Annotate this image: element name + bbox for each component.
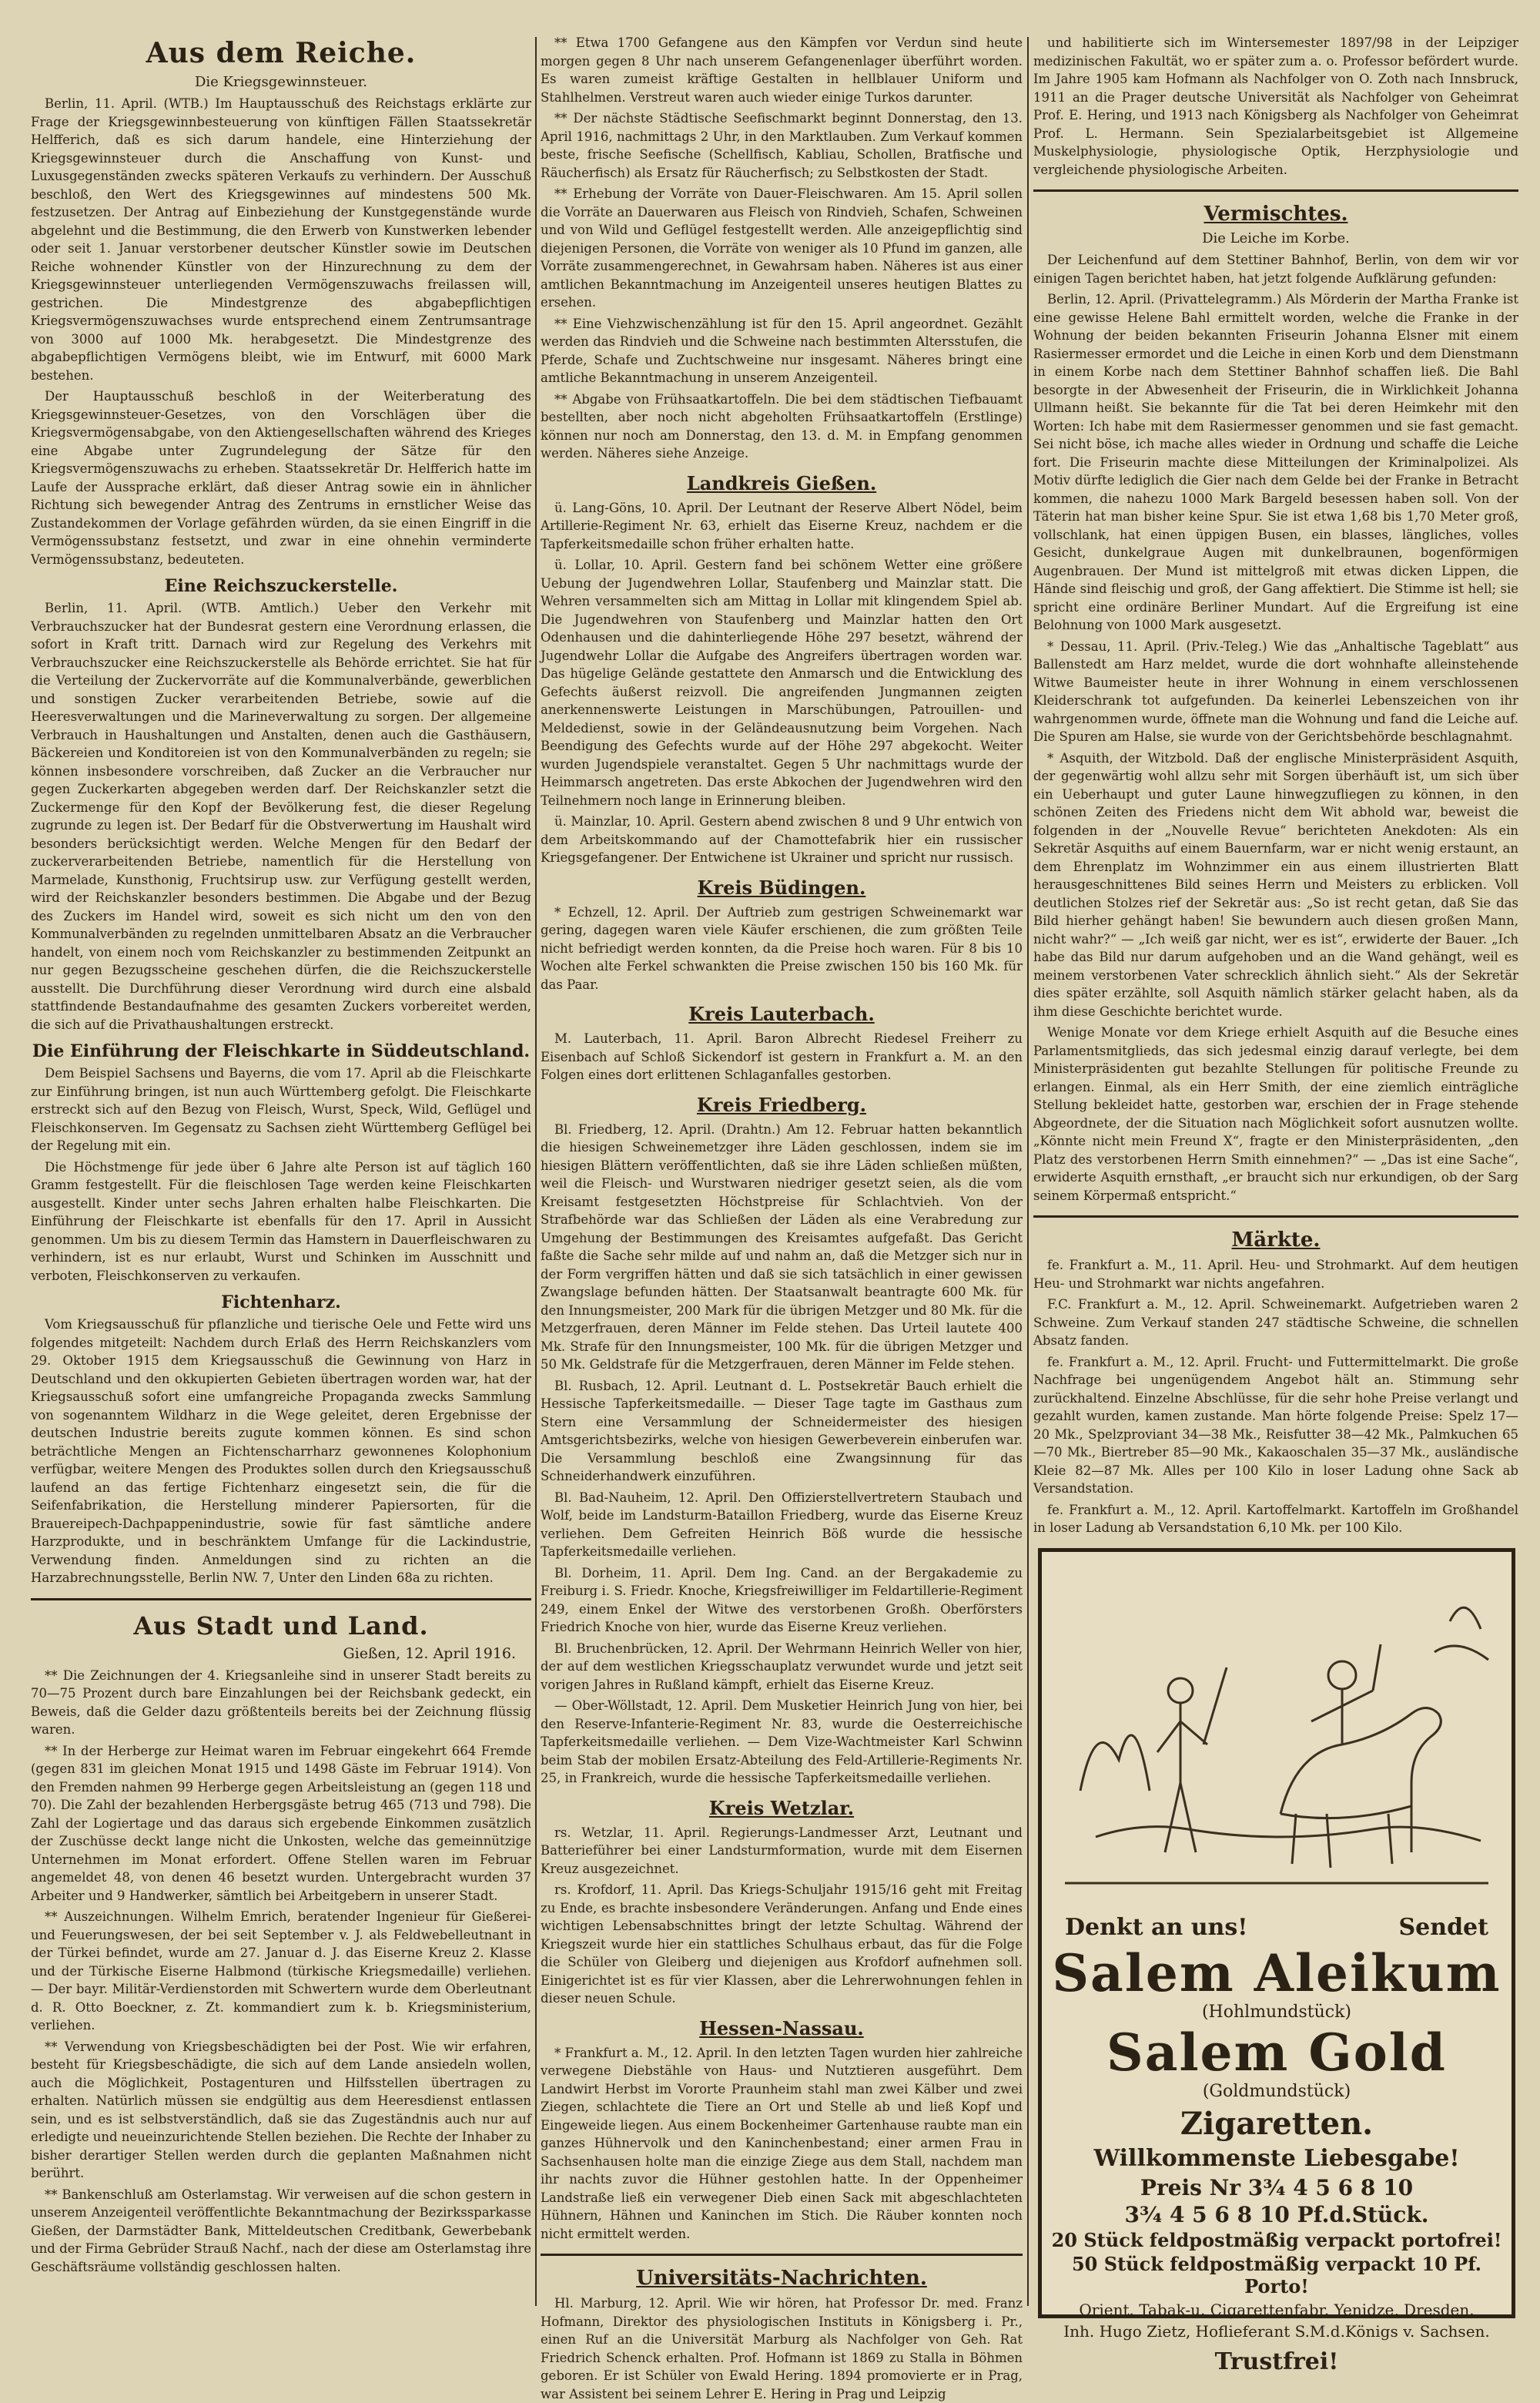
- brand-name-aleikum: Salem Aleikum: [1052, 1943, 1502, 2003]
- cigarette-advertisement: [1038, 1548, 1515, 2375]
- article-paragraph: ** Erhebung der Vorräte von Dauer-Fleischwaren. Am 15. April sollen die Vorräte an Dauerwaren aus Fleisch von Rindvieh, Schafen, Schweinen und von Wild und Geflügel festgestellt werden. Alle anzeigepflichtig sind diejenigen Personen, die Vorräte von weniger als 10 Pfund im ganzen, alle Vorräte zusammengerechnet, in Gewahrsam haben. Näheres ist aus einer amtlichen Bekanntmachung im Anzeigenteil unseres heutigen Blattes zu ersehen.: [541, 186, 1023, 310]
- brand-subtitle: (Hohlmundstück): [1201, 2002, 1352, 2022]
- brand-subtitle: (Goldmundstück): [1202, 2082, 1351, 2101]
- shipping-offer: 20 Stück feldpostmäßig verpackt portofrei!: [1051, 2229, 1502, 2251]
- article-paragraph: Die Höchstmenge für jede über 6 Jahre alte Person ist auf täglich 160 Gramm festgestellt. Für die fleischlosen Tage werden keine Fleischkarten ausgestellt. Kinder unter sechs Jahren erhalten halbe Fleischkarten. Die Einführung der Fleischkarte ist ebenfalls für den 17. April in Aussicht genommen. Um bis zu diesem Termin das Hamstern in Dauerfleischwaren zu verhindern, ist es nur erlaubt, Wurst und Schinken im Ausschnitt und verboten, Fleischkonserven zu verkaufen.: [31, 1159, 531, 1283]
- article-paragraph: ** Auszeichnungen. Wilhelm Emrich, beratender Ingenieur für Gießerei- und Feuerungswesen, der bei seit September v. J. als Feldwebelleutnant in der Türkei befindet, wurde am 27. Januar d. J. das Eiserne Kreuz 2. Klasse und der Türkische Eiserne Halbmond (türkische Kriegsmedaille) verliehen. — Der bayr. Militär-Verdienstorden mit Schwertern wurde dem Oberleutnant d. R. Otto Boeckner, z. Zt. kommandiert zum k. b. Kriegsministerium, verliehen.: [31, 1909, 531, 2033]
- article-heading: Die Einführung der Fleischkarte in Süddeutschland.: [32, 1041, 531, 1061]
- manufacturer-owner: Inh. Hugo Zietz, Hoflieferant S.M.d.Königs v. Sachsen.: [1063, 2322, 1490, 2341]
- article-paragraph: ** In der Herberge zur Heimat waren im Februar eingekehrt 664 Fremde (gegen 831 im gleichen Monat 1915 und 1498 Gäste im Februar 1914). Von den Fremden nahmen 99 Herberge gegen Arbeitsleistung an (gegen 118 und 70). Die Zahl der bezahlenden Herbergsgäste betrug 465 (713 und 798). Die Zahl der Logiertage und das daraus sich ergebende Einkommen zusätzlich der Zuschüsse deckt lange nicht die Unkosten, welche das gemeinnützige Unternehmen im Monat erfordert. Offene Stellen waren im Februar angemeldet 48, von denen 46 besetzt wurden. Untergebracht wurden 37 Arbeiter und 9 Handwerker, sämtlich bei Arbeitgebern in unserer Stadt.: [31, 1743, 531, 1903]
- article-paragraph: Bl. Bruchenbrücken, 12. April. Der Wehrmann Heinrich Weller von hier, der auf dem westlichen Kriegsschauplatz verwundet wurde und jetzt seit vorigen Jahres in Rußland kämpft, erhielt das Eiserne Kreuz.: [541, 1641, 1023, 1692]
- article-paragraph: Der Hauptausschuß beschloß in der Weiterberatung des Kriegsgewinnsteuer-Gesetzes, von den Vorschlägen über die Kriegsvermögensabgabe, von den Aktiengesellschaften während des Krieges eine Abgabe unter Zugrundelegung der Sätze für den Kriegsvermögenszuwachs zu erheben. Staatssekretär Dr. Helfferich hatte im Laufe der Aussprache erklärt, daß dieser Antrag sowie ein in ähnlicher Richtung sich bewegender Antrag des Zentrums in ernstlicher Weise das Zustandekommen der Vorlage gefährden würden, da sie einen Eingriff in die Vermögenssubstanz festsetzt, und zwar in eine ohnehin verminderte Vermögenssubstanz, bedeuteten.: [31, 389, 531, 567]
- soldiers-illustration: [1050, 1560, 1504, 1891]
- column-3: [1033, 34, 1518, 1536]
- article-paragraph: M. Lauterbach, 11. April. Baron Albrecht Riedesel Freiherr zu Eisenbach auf Schloß Sickendorf ist gestern in Frankfurt a. M. an den Folgen eines dort erlittenen Schlaganfalles gestorben.: [541, 1031, 1023, 1082]
- article-heading: Eine Reichszuckerstelle.: [164, 576, 398, 596]
- article-paragraph: Berlin, 11. April. (WTB.) Im Hauptausschuß des Reichstags erklärte zur Frage der Kriegsgewinnbesteuerung von künftigen Fällen Staatssekretär Helfferich, daß es sich darum handele, eine Hinterziehung der Kriegsgewinnsteuer durch die Anschaffung von Kunst- und Luxusgegenständen zwecks späteren Verkaufs zu verhindern. Der Ausschuß beschloß, den Wert des Kriegsgewinnes auf mindestens 500 Mk. festzusetzen. Der Antrag auf Einbeziehung der Kunstgegenstände wurde abgelehnt und die Bestimmung, die den Erwerb von Kunstwerken lebender oder seit 1. Januar verstorbener deutscher Künstler sowie im Deutschen Reiche wohnender Künstler von der Hinzurechnung zu dem der Kriegsgewinnsteuer unterliegenden Vermögenszuwachs freilassen will, gestrichen. Die Mindestgrenze des abgabepflichtigen Kriegsvermögenszuwachses wurde entsprechend einem Zentrumsantrage von 3000 auf 1000 Mk. herabgesetzt. Die Mindestgrenze des abgabepflichtigen Vermögens bleibt, wie im Entwurf, mit 6000 Mark bestehen.: [31, 96, 531, 383]
- article-heading: Die Kriegsgewinnsteuer.: [194, 74, 368, 90]
- article-paragraph: Bl. Dorheim, 11. April. Dem Ing. Cand. an der Bergakademie zu Freiburg i. S. Friedr. Knoche, Kriegsfreiwilliger im Feldartillerie-Regiment 249, einem Enkel der Witwe des verstorbenen Großh. Oberförsters Friedrich Knoche von hier, wurde das Eiserne Kreuz verliehen.: [541, 1565, 1023, 1634]
- brand-name-gold: Salem Gold: [1106, 2023, 1447, 2083]
- section-heading-university: Universitäts-Nachrichten.: [636, 2267, 927, 2290]
- ad-slogan: Trustfrei!: [1214, 2348, 1339, 2375]
- column-rule-1: [535, 37, 537, 2306]
- shipping-offer: 50 Stück feldpostmäßig verpackt 10 Pf. Porto!: [1071, 2253, 1482, 2297]
- article-paragraph: Hl. Marburg, 12. April. Wie wir hören, hat Professor Dr. med. Franz Hofmann, Direktor des physiologischen Instituts in Königsberg i. Pr., einen Ruf an die Universität Marburg als Nachfolger von Geh. Rat Friedrich Schenck erhalten. Prof. Hofmann ist 1869 zu Stalla in Böhmen geboren. Er ist Schüler von Ewald Hering. 1894 promovierte er in Prag, war Assistent bei seinem Lehrer E. Hering in Prag und Leipzig: [541, 2296, 1023, 2401]
- market-report: fe. Frankfurt a. M., 11. April. Heu- und Strohmarkt. Auf dem heutigen Heu- und Strohmarkt war nichts angefahren.: [1033, 1258, 1518, 1291]
- article-heading: Fichtenharz.: [221, 1292, 341, 1312]
- section-title-reich: Aus dem Reiche.: [146, 37, 417, 69]
- article-paragraph: und habilitierte sich im Wintersemester 1897/98 in der Leipziger medizinischen Fakultät, wo er später zum a. o. Professor befördert wurde. Im Jahre 1905 kam Hofmann als Nachfolger von O. Zoth nach Innsbruck, 1911 an die Prager deutsche Universität als Nachfolger von Geheimrat Prof. E. Hering, und 1913 nach Königsberg als Nachfolger von Geheimrat Prof. L. Hermann. Sein Spezialarbeitsgebiet ist Allgemeine Muskelphysiologie, physiologische Optik, Herzphysiologie und vergleichende physiologische Arbeiten.: [1033, 35, 1518, 177]
- article-paragraph: ü. Lang-Göns, 10. April. Der Leutnant der Reserve Albert Nödel, beim Artillerie-Regiment Nr. 63, erhielt das Eiserne Kreuz, nachdem er die Tapferkeitsmedaille schon früher erhalten hatte.: [541, 500, 1023, 551]
- article-paragraph: ** Eine Viehzwischenzählung ist für den 15. April angeordnet. Gezählt werden das Rindvieh und die Schweine nach bestimmten Altersstufen, die Pferde, Schafe und Zuchtschweine nur insgesamt. Näheres bringt eine amtliche Bekanntmachung in unserem Anzeigenteil.: [541, 316, 1023, 385]
- market-report: F.C. Frankfurt a. M., 12. April. Schweinemarkt. Aufgetrieben waren 2 Schweine. Zum Verkauf standen 247 städtische Schweine, die schnellen Absatz fanden.: [1033, 1297, 1518, 1348]
- section-divider: [541, 2254, 1023, 2256]
- region-heading: Hessen-Nassau.: [699, 2016, 864, 2039]
- region-heading: Kreis Büdingen.: [697, 876, 866, 899]
- soldiers-horse-drawing-icon: [1050, 1560, 1504, 1891]
- article-paragraph: ** Etwa 1700 Gefangene aus den Kämpfen vor Verdun sind heute morgen gegen 8 Uhr nach unserem Gefangenenlager überführt worden. Es waren zumeist kräftige Gestalten in hellblauer Uniform und Stahlhelmen. Verstreut waren auch wieder einige Turkos darunter.: [541, 35, 1023, 105]
- section-heading-vermischtes: Vermischtes.: [1204, 203, 1348, 226]
- article-paragraph: Berlin, 11. April. (WTB. Amtlich.) Ueber den Verkehr mit Verbrauchszucker hat der Bundesrat gestern eine Verordnung erlassen, die sofort in Kraft tritt. Darnach wird zur Regelung des Verkehrs mit Verbrauchszucker eine Reichszuckerstelle als Behörde errichtet. Sie hat für die Verteilung der Zuckervorräte auf die Kommunalverbände, gewerblichen und sonstigen Zucker verarbeitenden Betriebe, sowie auf die Heeresverwaltungen und die Marineverwaltung zu sorgen. Der allgemeine Verbrauch in Haushaltungen und Anstalten, denen auch die Gasthäusern, Bäckereien und Konditoreien ist von den Kommunalverbänden zu regeln; sie können insbesondere vorschreiben, daß Zucker an die Verbraucher nur gegen Zuckerkarten abgegeben werden darf. Der Reichskanzler setzt die Zuckermenge für den Kopf der Bevölkerung fest, die dieser Regelung zugrunde zu legen ist. Der Bedarf für die Obstverwertung im Haushalt wird besonders berücksichtigt werden. Welche Mengen für den Bedarf der zuckerverarbeitenden Betriebe, namentlich für die Herstellung von Marmelade, Kunsthonig, Fruchtsirup usw. zur Verfügung gestellt werden, wird der Reichskanzler besonders bestimmen. Die Abgabe und der Bezug des Zuckers im Handel wird, soweit es sich nicht um den von den Kommunalverbänden zu regelnden unmittelbaren Absatz an die Verbraucher handelt, von einem noch vom Reichskanzler zu bestimmenden Zeitpunkt an nur gegen Bezugsscheine geschehen dürfen, die die Reichszuckerstelle ausstellt. Die Durchführung dieser Verordnung wird durch eine alsbald stattfindende Bestandaufnahme des gesamten Zuckers vorbereitet werden, die sich auf die Privathaushaltungen erstreckt.: [31, 601, 531, 1032]
- section-divider: [31, 1598, 531, 1600]
- article-paragraph: ** Der nächste Städtische Seefischmarkt beginnt Donnerstag, den 13. April 1916, nachmittags 2 Uhr, in den Marktlauben. Zum Verkauf kommen beste, frische Seefische (Schellfisch, Kabliau, Schollen, Bratfische und Räucherfisch) als Ersatz für Räucherfisch; zu Selbstkosten der Stadt.: [541, 111, 1023, 180]
- section-heading-maerkte: Märkte.: [1231, 1228, 1321, 1252]
- market-report: fe. Frankfurt a. M., 12. April. Kartoffelmarkt. Kartoffeln im Großhandel in loser Ladung ab Versandstation 6,10 Mk. per 100 Kilo.: [1033, 1502, 1518, 1535]
- article-paragraph: Bl. Bad-Nauheim, 12. April. Den Offizierstellvertretern Staubach und Wolf, beide im Landsturm-Bataillon Friedberg, wurde das Eiserne Kreuz verliehen. Dem Gefreiten Heinrich Böß wurde die hessische Tapferkeitsmedaille verliehen.: [541, 1490, 1023, 1559]
- section-divider: [1033, 189, 1518, 192]
- article-paragraph: Vom Kriegsausschuß für pflanzliche und tierische Oele und Fette wird uns folgendes mitgeteilt: Nachdem durch Erlaß des Herrn Reichskanzlers vom 29. Oktober 1915 dem Kriegsausschuß die Gewinnung von Harz in Deutschland und den okkupierten Gebieten übertragen worden war, hat der Kriegsausschuß sofort eine umfangreiche Propaganda zwecks Sammlung von sogenanntem Wildharz in die Wege geleitet, deren Ergebnisse der deutschen Industrie bereits zugute kommen können. Es sind schon beträchtliche Mengen an Fichtenscharrharz gewonnenes Kolophonium verfügbar, weitere Mengen des Produktes sollen durch den Kriegsausschuß laufend an das fertige Fichtenharz eingesetzt sein, die für die Seifenfabrikation, die Herstellung minderer Papiersorten, für die Brauereipech-Dachpappenindustrie, sowie für fast sämtliche andere Harzprodukte, und in beschränktem Umfange für die Lackindustrie, Verwendung finden. Anmeldungen sind zu richten an die Harzabrechnungsstelle, Berlin NW. 7, Unter den Linden 68a zu richten.: [31, 1317, 531, 1585]
- article-paragraph: ** Verwendung von Kriegsbeschädigten bei der Post. Wie wir erfahren, besteht für Kriegsbeschädigte, die sich auf dem Lande ansiedeln wollen, auch die Möglichkeit, Postagenturen und Hilfsstellen übertragen zu erhalten. Natürlich müssen sie endgültig aus dem Heeresdienst entlassen sein, und es ist selbstverständlich, daß sie das Zugeständnis auch nur auf erledigte und neueinzurichtende Stellen beziehen. Die Rechte der Inhaber zu bisher derartiger Stellen werden durch die geplanten Maßnahmen nicht berührt.: [31, 2039, 531, 2180]
- article-paragraph: Bl. Rusbach, 12. April. Leutnant d. L. Postsekretär Bauch erhielt die Hessische Tapferkeitsmedaille. — Dieser Tage tagte im Gasthaus zum Stern eine Versammlung der Schneidermeister des hiesigen Amtsgerichtsbezirks, welche von hiesigen Gewerbeverein einberufen war. Die Versammlung beschloß eine Zwangsinnung für das Schneiderhandwerk einzuführen.: [541, 1378, 1023, 1483]
- ad-headline: [1042, 1914, 1512, 1941]
- region-heading: Kreis Lauterbach.: [688, 1003, 875, 1025]
- region-heading: Kreis Wetzlar.: [708, 1796, 855, 1819]
- section-title-stadt: Aus Stadt und Land.: [133, 1610, 429, 1641]
- region-heading: Landkreis Gießen.: [686, 471, 877, 494]
- column-1: [31, 34, 531, 2321]
- price-numbers: Preis Nr 3¾ 4 5 6 8 10: [1140, 2175, 1414, 2200]
- column-rule-2: [1027, 37, 1029, 2306]
- ad-headline-left: Denkt an uns!: [1065, 1914, 1248, 1941]
- price-per-piece: 3¾ 4 5 6 8 10 Pf.d.Stück.: [1124, 2202, 1429, 2227]
- column-2: [541, 34, 1023, 2401]
- article-heading: Die Leiche im Korbe.: [1202, 230, 1350, 246]
- article-paragraph: Der Leichenfund auf dem Stettiner Bahnhof, Berlin, von dem wir vor einigen Tagen berichtet haben, hat jetzt folgende Aufklärung gefunden:: [1033, 253, 1518, 286]
- article-paragraph: ü. Mainzlar, 10. April. Gestern abend zwischen 8 und 9 Uhr entwich von dem Arbeitskommando auf der Chamottefabrik hier ein russischer Kriegsgefangener. Der Entwichene ist Ukrainer und spricht nur russisch.: [541, 814, 1023, 865]
- article-paragraph: Bl. Friedberg, 12. April. (Drahtn.) Am 12. Februar hatten bekanntlich die hiesigen Schweinemetzger ihre Läden geschlossen, indem sie im hiesigen Blättern veröffentlichten, daß sie ihre Läden schließen müßten, weil die Fleisch- und Wurstwaren niedriger gesetzt seien, als die vom Kreisamt festgesetzten Höchstpreise für Schlachtvieh. Von der Strafbehörde war das Schließen der Läden als eine Verabredung zur Umgehung der Bestimmungen des Kreisamtes aufgefaßt. Das Gericht faßte die Sache sehr milde auf und nahm an, daß die Metzger sich nur in der Form vergriffen hätten und daß sie sich tatsächlich in einer gewissen Zwangslage befunden hätten. Der Staatsanwalt beantragte 600 Mk. für den Innungsmeister, 200 Mark für die übrigen Metzger und 80 Mk. für die Metzgerfrauen, deren Männer im Felde stehen. Das Urteil lautete 400 Mk. Strafe für den Innungsmeister, 100 Mk. für die übrigen Metzger und 50 Mk. Geldstrafe für die Metzgerfrauen, deren Männer im Felde stehen.: [541, 1121, 1023, 1372]
- product-name: Zigaretten.: [1180, 2106, 1374, 2142]
- ad-headline-right: Sendet: [1398, 1914, 1488, 1941]
- article-paragraph: rs. Krofdorf, 11. April. Das Kriegs-Schuljahr 1915/16 geht mit Freitag zu Ende, es brachte insbesondere Veränderungen. Anfang und Ende eines wichtigen Lebensabschnittes bringt der letzte Schultag. Während der Kriegszeit wurde hier ein stattliches Schulhaus erbaut, das für die Folge die Schüler von Gleiberg und diejenigen aus Krofdorf aufnehmen soll. Einigerichtet ist es für vier Klassen, aber die Lehrerwohnungen fehlen in dieser neuen Schule.: [541, 1882, 1023, 2006]
- article-paragraph: * Dessau, 11. April. (Priv.-Teleg.) Wie das „Anhaltische Tageblatt“ aus Ballenstedt am Harz meldet, wurde die dort wohnhafte alleinstehende Witwe Baumeister heute in ihrer Wohnung in einem verschlossenen Kleiderschrank tot aufgefunden. Da keinerlei Lebenszeichen von ihr wahrgenommen wurde, öffnete man die Wohnung und fand die Leiche auf. Die Spuren am Halse, sie wurde von der Gerichtsbehörde beschlagnahmt.: [1033, 638, 1518, 744]
- article-paragraph: Wenige Monate vor dem Kriege erhielt Asquith auf die Besuche eines Parlamentsmitglieds, das sich jedesmal einzig darauf verlegte, bei dem Ministerpräsidenten gut bezahlte Stellungen für politische Freunde zu erlangen. Einmal, als ein Herr Smith, der eine ziemlich einträgliche Stellung bekleidet hatte, gestorben war, erschien der in Frage stehende Abgeordnete, der die Situation nach Möglichkeit sofort ausnutzen wollte. „Könnte nicht mein Freund X“, fragte er den Ministerpräsidenten, „den Platz des verstorbenen Herrn Smith einnehmen?“ — „Das ist eine Sache“, erwiderte Asquith ernsthaft, „er braucht sich nur erkundigen, ob der Sarg seinem Körpermaß entspricht.“: [1033, 1025, 1518, 1203]
- article-paragraph: * Echzell, 12. April. Der Auftrieb zum gestrigen Schweinemarkt war gering, dagegen waren viele Käufer erschienen, die zum größten Teile nicht befriedigt werden konnten, da die Preise hoch waren. Für 8 bis 10 Wochen alte Ferkel schwankten die Preise zwischen 150 bis 160 Mk. für das Paar.: [541, 904, 1023, 992]
- article-paragraph: ** Die Zeichnungen der 4. Kriegsanleihe sind in unserer Stadt bereits zu 70—75 Prozent durch bare Einzahlungen bei der Reichsbank gedeckt, ein Beweis, daß die Gelder dazu größtenteils bereits bei der Zeichnung flüssig waren.: [31, 1667, 531, 1737]
- manufacturer: Orient. Tabak-u. Cigarettenfabr. Yenidze, Dresden.: [1079, 2301, 1475, 2319]
- dateline: Gießen, 12. April 1916.: [343, 1644, 516, 1662]
- article-paragraph: * Frankfurt a. M., 12. April. In den letzten Tagen wurden hier zahlreiche verwegene Diebstähle von Haus- und Nutztieren ausgeführt. Dem Landwirt Herbst im Vororte Praunheim stahl man zwei Kälber und zwei Ziegen, schlachtete die Tiere an Ort und Stelle ab und ließ Kopf und Eingeweide liegen. Aus einem Bockenheimer Gartenhause raubte man ein ganzes Hühnervolk und den Kaninchenbestand; einer armen Frau in Sachsenhausen holte man die einzige Ziege aus dem Stall, nachdem man ihr nachts zuvor die Hühner gestohlen hatte. In der Oppenheimer Landstraße ließ ein verwegener Dieb einen Sack mit abgeschlachteten Hühnern, Hähnen und Kaninchen im Stich. Die Räuber konnten noch nicht ermittelt werden.: [541, 2045, 1023, 2241]
- market-report: fe. Frankfurt a. M., 12. April. Frucht- und Futtermittelmarkt. Die große Nachfrage bei ungenügendem Angebot hält an. Stimmung sehr zurückhaltend. Einzelne Abschlüsse, für die sehr hohe Preise verlangt und gezahlt wurden, kamen zustande. Man hörte folgende Preise: Spelz 17—20 Mk., Spelzproviant 34—38 Mk., Reisfutter 38—42 Mk., Palmkuchen 65—70 Mk., Biertreber 85—90 Mk., Kakaoschalen 35—37 Mk., ausländische Kleie 82—87 Mk. Alles per 100 Kilo in loser Ladung ohne Sack ab Versandstation.: [1033, 1354, 1518, 1496]
- region-heading: Kreis Friedberg.: [696, 1093, 867, 1116]
- section-divider: [1033, 1215, 1518, 1218]
- article-paragraph: * Asquith, der Witzbold. Daß der englische Ministerpräsident Asquith, der gegenwärtig wohl allzu sehr mit Sorgen überhäuft ist, um sich über ein Ueberhaupt und guter Laune hinwegzufliegen zu können, in den schönen Zeiten des Friedens nicht dem Wit abhold war, beweist die folgenden in der „Nouvelle Revue“ berichteten Anekdoten: Als ein Sekretär Asquiths auf einem Bauernfarm, war er nicht wenig erstaunt, an dem Ehrenplatz im Wohnzimmer ein aus einem illustrierten Blatt herausgeschnittenes Bild seines Herrn und Meisters zu erblicken. Voll deutlichen Stolzes rief der Sekretär aus: „So ist recht getan, daß Sie das Bild hierher gehängt haben! Sie bewundern auch diesen großen Mann, nicht wahr?“ — „Ich weiß gar nicht, wer es ist“, erwiderte der Bauer. „Ich habe das Bild nur darum aufgehoben und an die Wand gehängt, weil es meinem verstorbenen Vater schrecklich ähnlich sieht.“ Als der Sekretär dies später erzählte, soll Asquith nämlich stärker gelacht haben, als da ihm diese Geschichte berichtet wurde.: [1033, 750, 1518, 1019]
- article-paragraph: ü. Lollar, 10. April. Gestern fand bei schönem Wetter eine größere Uebung der Jugendwehren Lollar, Staufenberg und Mainzlar statt. Die Wehren versammelten sich am Mittag in Lollar mit klingendem Spiel ab. Die Jugendwehren von Staufenberg und Mainzlar hatten den Ort Odenhausen und die dahinterliegende Höhe 297 besetzt, während der Jugendwehr Lollar die Aufgabe des Angreifers übertragen worden war. Das hügelige Gelände gestattete den Anmarsch und die Entwicklung des Gefechts äußerst reizvoll. Die angreifenden Jungmannen zeigten anerkennenswerte Leistungen in Marschübungen, Patrouillen- und Meldedienst, sowie in der Geländeausnutzung beim Vorgehen. Nach Beendigung des Gefechts wurde auf der Höhe 297 abgekocht. Weiter wurden Jugendspiele veranstaltet. Gegen 5 Uhr nachmittags wurde der Heimmarsch angetreten. Das erste Abkochen der Jugendwehren wird den Teilnehmern noch lange in Erinnerung bleiben.: [541, 558, 1023, 808]
- article-paragraph: — Ober-Wöllstadt, 12. April. Dem Musketier Heinrich Jung von hier, bei den Reserve-Infanterie-Regiment Nr. 83, wurde die Oesterreichische Tapferkeitsmedaille verliehen. — Dem Vize-Wachtmeister Karl Schwinn beim Stab der mobilen Ersatz-Abteilung des Feld-Artillerie-Regiments Nr. 25, in Frankreich, wurde die hessische Tapferkeitsmedaille verliehen.: [541, 1698, 1023, 1785]
- article-paragraph: Berlin, 12. April. (Privattelegramm.) Als Mörderin der Martha Franke ist eine gewisse Helene Bahl ermittelt worden, welche die Franke in der Wohnung der beiden bekannten Friseurin Johanna Elsner mit einem Rasiermesser ermordet und die Leiche in einen Korb und dem Dienstmann in einem Korbe nach dem Stettiner Bahnhof schaffen ließ. Die Bahl besorgte in der Abwesenheit der Friseurin, die in Wirklichkeit Johanna Ullmann heißt. Sie bekannte für die Tat bei deren Heimkehr mit den Worten: Ich habe mit dem Rasiermesser genommen und sie fast gemacht. Sei nicht böse, ich mache alles wieder in Ordnung und schaffe die Leiche fort. Die Friseurin machte diese Mitteilungen der Kriminalpolizei. Als Motiv dürfte lediglich die Gier nach dem Gelde bei der Franke in Betracht kommen, die nahezu 1000 Mark Bargeld besessen haben soll. Von der Täterin hat man bisher keine Spur. Sie ist etwa 1,68 bis 1,70 Meter groß, vollschlank, hat einen üppigen Busen, ein blasses, längliches, volles Gesicht, dunkelgraue Augen mit dunkelbraunen, bogenförmigen Augenbrauen. Der Mund ist mittelgroß mit etwas dicken Lippen, die Hände sind fleischig und groß, der Gang affektiert. Die Stimme ist hell; sie spricht eine ordinäre Berliner Mundart. Auf die Ergreifung ist eine Belohnung von 1000 Mark ausgesetzt.: [1033, 292, 1518, 632]
- article-paragraph: Dem Beispiel Sachsens und Bayerns, die vom 17. April ab die Fleischkarte zur Einführung bringen, ist nun auch Württemberg gefolgt. Die Fleischkarte erstreckt sich auf den Bezug von Fleisch, Wurst, Speck, Wild, Geflügel und Fleischkonserven. Im Gegensatz zu Sachsen zieht Württemberg Geflügel bei der Regelung mit ein.: [31, 1066, 531, 1153]
- article-paragraph: ** Bankenschluß am Osterlamstag. Wir verweisen auf die schon gestern in unserem Anzeigenteil veröffentlichte Bekanntmachung der Bezirkssparkasse Gießen, der Darmstädter Bank, Mitteldeutschen Creditbank, Gewerbebank und der Firma Gebrüder Strauß Nachf., nach der diese am Osterlamstag ihre Geschäftsräume vollständig geschlossen halten.: [31, 2187, 531, 2274]
- article-paragraph: rs. Wetzlar, 11. April. Regierungs-Landmesser Arzt, Leutnant und Batterieführer bei einer Landsturmformation, wurde mit dem Eisernen Kreuz ausgezeichnet.: [541, 1825, 1023, 1876]
- article-paragraph: ** Abgabe von Frühsaatkartoffeln. Die bei dem städtischen Tiefbauamt bestellten, aber noch nicht abgeholten Frühsaatkartoffeln (Erstlinge) können nur noch am Donnerstag, den 13. d. M. in Empfang genommen werden. Näheres siehe Anzeige.: [541, 391, 1023, 461]
- ad-tagline: Willkommenste Liebesgabe!: [1093, 2145, 1460, 2172]
